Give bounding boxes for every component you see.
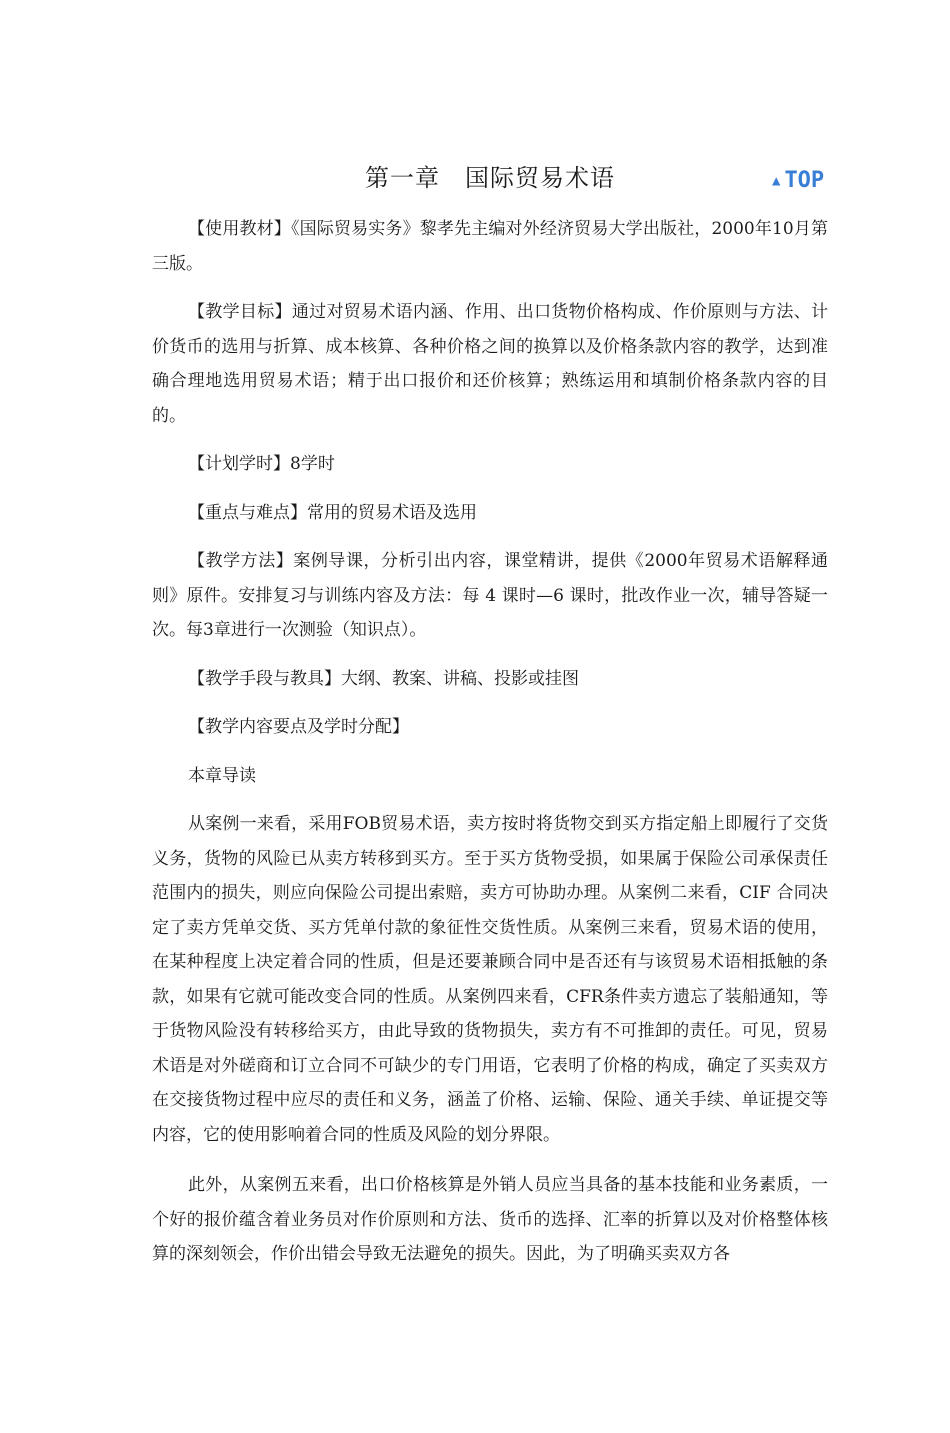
paragraph-content-outline: 【教学内容要点及学时分配】 bbox=[188, 717, 409, 737]
chapter-title: 第一章 国际贸易术语 bbox=[365, 164, 615, 192]
paragraph-textbook: 【使用教材】《国际贸易实务》黎孝先主编对外经济贸易大学出版社，2000年10月第三版。 bbox=[152, 219, 828, 274]
paragraph-chapter-intro-heading: 本章导读 bbox=[188, 765, 256, 786]
paragraph-case-analysis: 从案例一来看，采用FOB贸易术语，卖方按时将货物交到买方指定船上即履行了交货义务，货物的风险已从卖方转移到买方。至于买方货物受损，如果属于保险公司承保责任范围内的损失，则应向保险公司提出索赔，卖方可协助办理。从案例二来看，CIF 合同决定了卖方凭单交货、买方凭单付款的象征性交货性质。从案例三来看，贸易术语的使用，在某种程度上决定着合同的性质，但是还要兼顾合同中是否还有与该贸易术语相抵触的条款，如果有它就可能改变合同的性质。从案例四来看，CFR条件卖方遗忘了装船通知，等于货物风险没有转移给买方，由此导致的货物损失，卖方有不可推卸的责任。可见，贸易术语是对外磋商和订立合同不可缺少的专门用语，它表明了价格的构成，确定了买卖双方在交接货物过程中应尽的责任和义务，涵盖了价格、运输、保险、通关手续、单证提交等内容，它的使用影响着合同的性质及风险的划分界限。 bbox=[152, 814, 828, 1145]
paragraph-planned-hours: 【计划学时】8学时 bbox=[188, 454, 335, 474]
chapter-body bbox=[152, 212, 828, 1286]
back-to-top-link[interactable] bbox=[772, 168, 824, 193]
paragraph-price-accounting: 此外，从案例五来看，出口价格核算是外销人员应当具备的基本技能和业务素质，一个好的报价蕴含着业务员对作价原则和方法、货币的选择、汇率的折算以及对价格整体核算的深刻领会，作价出错会导致无法避免的损失。因此，为了明确买卖双方各 bbox=[152, 1175, 828, 1264]
paragraph-key-points: 【重点与难点】常用的贸易术语及选用 bbox=[188, 502, 477, 523]
back-to-top-label: TOP bbox=[784, 168, 825, 193]
arrow-up-icon: ▲ bbox=[772, 172, 781, 189]
paragraph-teaching-tools: 【教学手段与教具】大纲、教案、讲稿、投影或挂图 bbox=[188, 668, 579, 689]
paragraph-teaching-method: 【教学方法】案例导课，分析引出内容，课堂精讲，提供《2000年贸易术语解释通则》原件。安排复习与训练内容及方法：每 4 课时—6 课时，批改作业一次，辅导答疑一次。每3章进行一次测验（知识点）。 bbox=[152, 551, 828, 640]
paragraph-teaching-goal: 【教学目标】通过对贸易术语内涵、作用、出口货物价格构成、作价原则与方法、计价货币的选用与折算、成本核算、各种价格之间的换算以及价格条款内容的教学，达到准确合理地选用贸易术语；精于出口报价和还价核算；熟练运用和填制价格条款内容的目的。 bbox=[152, 302, 828, 426]
